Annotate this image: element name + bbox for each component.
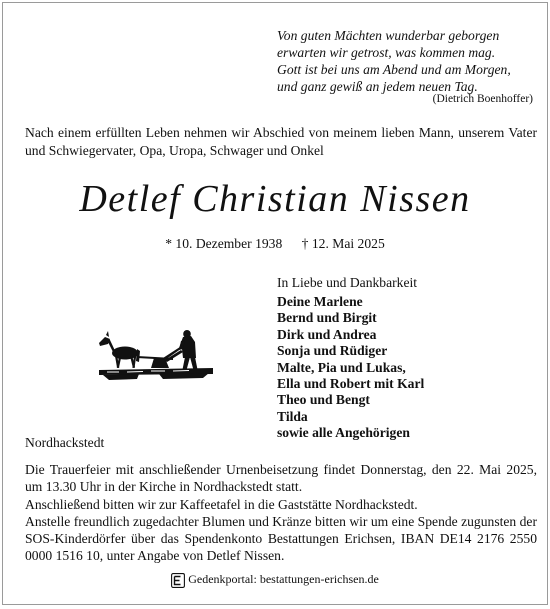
family-member: Ella und Robert mit Karl	[277, 376, 425, 392]
funeral-details	[25, 461, 537, 565]
memorial-portal-text: Gedenkportal: bestattungen-erichsen.de	[188, 572, 379, 586]
poem-line: Von guten Mächten wunderbar geborgen	[277, 28, 500, 43]
birth-date: * 10. Dezember 1938	[165, 236, 283, 251]
life-dates	[3, 236, 547, 252]
family-member: Theo und Bengt	[277, 392, 370, 408]
farmer-plowing-with-horse-icon	[99, 328, 213, 384]
family-member: Sonja und Rüdiger	[277, 343, 388, 359]
deceased-name: Detlef Christian Nissen	[79, 178, 471, 220]
funeral-info: Die Trauerfeier mit anschließender Urnenbeisetzung findet Donnerstag, den 22. Mai 2025, um 13.30 Uhr in der Kirche in Nordhackstedt statt.	[25, 462, 537, 495]
family-intro: In Liebe und Dankbarkeit	[277, 275, 418, 290]
family-member: Bernd und Birgit	[277, 310, 377, 326]
family-member: Tilda	[277, 408, 308, 424]
family-member: Deine Marlene	[277, 294, 363, 309]
family-member: Malte, Pia und Lukas,	[277, 359, 406, 375]
funeral-home-logo-icon	[171, 573, 185, 588]
place-name: Nordhackstedt	[25, 435, 105, 450]
poem-line: erwarten wir getrost, was kommen mag.	[277, 45, 496, 60]
memorial-portal	[3, 572, 547, 588]
intro-text: Nach einem erfüllten Leben nehmen wir Abschied von meinem lieben Mann, unserem Vater und Schwiegervater, Opa, Uropa, Schwager und Onkel	[25, 125, 537, 158]
family-list	[277, 294, 424, 442]
poem-line: Gott ist bei uns am Abend und am Morgen,	[277, 62, 511, 77]
family-member: sowie alle Angehörigen	[277, 425, 410, 441]
family-member: Dirk und Andrea	[277, 326, 377, 342]
poem-author: (Dietrich Boenhoffer)	[432, 93, 533, 105]
obituary-notice	[2, 2, 548, 605]
poem-line: und ganz gewiß an jedem neuen Tag.	[277, 79, 478, 94]
donation-info: Anstelle freundlich zugedachter Blumen und Kränze bitten wir um eine Spende zugunsten der SOS-Kinderdörfer über das Spendenkonto Bestattungen Erichsen, IBAN DE14 2176 2550 0000 1516 10, unter Angabe von Detlef Nissen.	[25, 513, 537, 564]
coffee-info: Anschließend bitten wir zur Kaffeetafel in die Gaststätte Nordhackstedt.	[25, 496, 418, 512]
death-date: † 12. Mai 2025	[301, 236, 385, 251]
poem	[277, 27, 543, 95]
